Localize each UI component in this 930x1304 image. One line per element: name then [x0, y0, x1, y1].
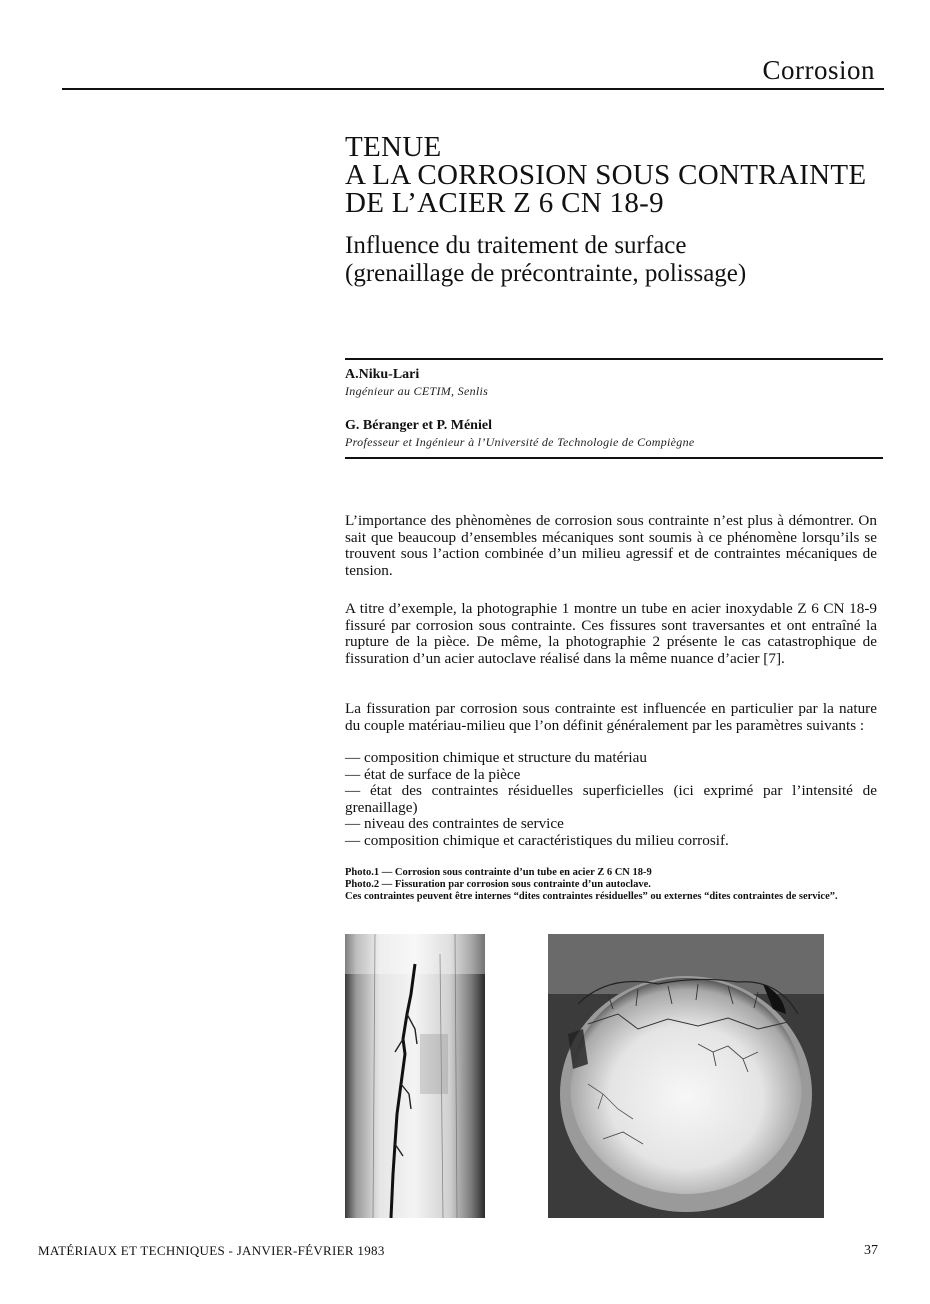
author-name: A.Niku-Lari	[345, 367, 420, 382]
photo-cracked-tube	[345, 934, 485, 1218]
journal-footer: MATÉRIAUX ET TECHNIQUES - JANVIER-FÉVRIER 1983	[38, 1243, 385, 1258]
caption-note: Ces contraintes peuvent être internes “dites contraintes résiduelles” ou externes “dites contraintes de service”.	[345, 891, 838, 902]
article-title	[345, 133, 866, 217]
title-line: A LA CORROSION SOUS CONTRAINTE	[345, 159, 867, 191]
list-item: — composition chimique et structure du matériau	[345, 749, 647, 766]
section-title: Corrosion	[762, 55, 875, 85]
list-item: — état de surface de la pièce	[345, 765, 521, 783]
author-affiliation: Ingénieur au CETIM, Senlis	[345, 384, 489, 398]
list-item: — composition chimique et caractéristiques du milieu corrosif.	[345, 831, 729, 849]
subtitle-line: Influence du traitement de surface	[345, 232, 687, 259]
subtitle-line: (grenaillage de précontrainte, polissage)	[345, 260, 747, 287]
title-line: DE L’ACIER Z 6 CN 18-9	[345, 187, 664, 219]
author-rule-bottom	[345, 457, 883, 459]
article-subtitle	[345, 232, 746, 288]
author-affiliation: Professeur et Ingénieur à l’Université de Technologie de Compiègne	[345, 435, 695, 449]
author-name: G. Béranger et P. Méniel	[345, 418, 492, 433]
paragraph-example: A titre d’exemple, la photographie 1 montre un tube en acier inoxydable Z 6 CN 18-9 fissuré par corrosion sous contrainte. Ces fissures sont traversantes et ont entraîné la rupture de la pièce. De même, la photographie 2 présente le cas catastrophique de fissuration d’un acier autoclave réalisé dans la même nuance d’acier [7].	[345, 600, 877, 667]
caption-photo-1: Photo.1 — Corrosion sous contrainte d’un tube en acier Z 6 CN 18-9	[345, 867, 652, 878]
paragraph-intro: L’importance des phènomènes de corrosion sous contrainte n’est plus à démontrer. On sait que beaucoup d’ensembles mécaniques sont soumis à ce phénomène lorsqu’ils se trouvent sous l’action combinée d’un milieu agressif et de contraintes mécaniques de tension.	[345, 512, 877, 579]
figure-captions	[345, 867, 877, 903]
photo-cracked-autoclave	[548, 934, 824, 1218]
list-item: — état des contraintes résiduelles superficielles (ici exprimé par l’intensité de grenaillage)	[345, 782, 877, 816]
parameter-list	[345, 750, 877, 849]
paragraph-parameters: La fissuration par corrosion sous contrainte est influencée en particulier par la nature du couple matériau-milieu que l’on définit généralement par les paramètres suivants :	[345, 700, 877, 734]
list-item: — niveau des contraintes de service	[345, 815, 564, 832]
autoclave-photo-image	[548, 934, 824, 1218]
page-number: 37	[864, 1243, 878, 1258]
header-rule	[62, 88, 884, 90]
tube-photo-image	[345, 934, 485, 1218]
caption-photo-2: Photo.2 — Fissuration par corrosion sous contrainte d’un autoclave.	[345, 879, 651, 890]
author-rule-top	[345, 358, 883, 360]
title-line: TENUE	[345, 131, 442, 163]
